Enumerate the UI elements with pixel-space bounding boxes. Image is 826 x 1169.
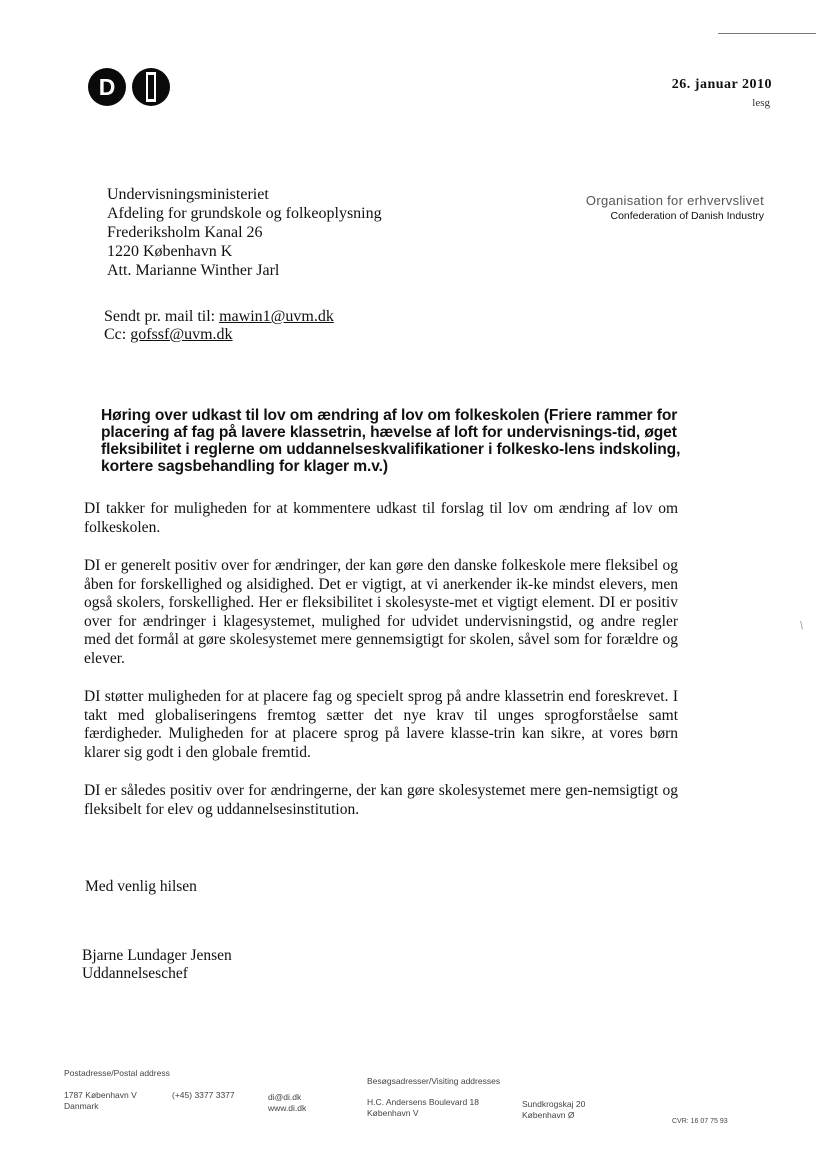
- footer-web-link[interactable]: www.di.dk: [268, 1103, 307, 1113]
- letter-body: [84, 500, 678, 839]
- recipient-line: Undervisningsministeriet: [107, 186, 269, 203]
- author-initials: lesg: [752, 97, 770, 109]
- organisation-danish: Organisation for erhvervslivet: [585, 193, 764, 208]
- sent-to-email-link[interactable]: mawin1@uvm.dk: [219, 308, 334, 325]
- footer-contact: [268, 1092, 306, 1114]
- footer-visit-address-1: [367, 1097, 479, 1119]
- signer-title: Uddannelseschef: [82, 965, 188, 982]
- letter-date: 26. januar 2010: [671, 77, 772, 92]
- footer-phone: (+45) 3377 3377: [172, 1090, 235, 1100]
- organisation-english: Confederation of Danish Industry: [610, 210, 764, 222]
- footer-postal-label: Postadresse/Postal address: [64, 1068, 170, 1078]
- signature-block: [82, 947, 232, 983]
- footer-visiting-label: Besøgsadresser/Visiting addresses: [367, 1076, 501, 1086]
- cc-line: [104, 326, 334, 344]
- footer-visit-line: H.C. Andersens Boulevard 18: [367, 1097, 479, 1107]
- recipient-line: Att. Marianne Winther Jarl: [107, 262, 280, 279]
- scan-mark: /: [796, 618, 807, 632]
- footer-visit-line: Sundkrogskaj 20: [522, 1099, 586, 1109]
- footer-cvr: CVR: 16 07 75 93: [672, 1118, 728, 1125]
- body-paragraph: DI takker for muligheden for at kommentere udkast til forslag til lov om ændring af lov om folkeskolen.: [84, 500, 678, 536]
- cc-email-link[interactable]: gofssf@uvm.dk: [130, 326, 233, 343]
- footer-postal-line: Danmark: [64, 1101, 99, 1111]
- di-logo: [87, 66, 177, 108]
- footer-visit-line: København Ø: [522, 1110, 575, 1120]
- logo-letter: D: [98, 74, 116, 100]
- sent-info: [104, 308, 334, 344]
- sent-to-line: [104, 308, 334, 326]
- scan-edge-line: [718, 33, 816, 34]
- letter-subject: Høring over udkast til lov om ændring af lov om folkeskolen (Friere rammer for placering af fag på lavere klassetrin, hævelse af loft for undervisnings-tid, øget fleksibilitet i reglerne om uddannelseskvalifikationer i folkesko-lens indskoling, kortere sagsbehandling for klager m.v.): [101, 407, 681, 475]
- signer-name: Bjarne Lundager Jensen: [82, 947, 232, 964]
- recipient-line: Afdeling for grundskole og folkeoplysning: [107, 205, 382, 222]
- body-paragraph: DI er generelt positiv over for ændringer, der kan gøre den danske folkeskole mere fleksibel og åben for forskellighed og alsidighed. Det er vigtigt, at vi anerkender ik-ke mindst elevers, men også skolers, forskellighed. Her er fleksibilitet i skolesyste-met et vigtigt element. DI er positiv over for ændringer i klagesystemet, mulighed for udvidet undervisningstid, og andre regler med det formål at gøre skolesystemet mere gennemsigtigt for skolen, såvel som for forældre og elever.: [84, 557, 678, 667]
- cc-label: Cc:: [104, 326, 127, 343]
- organisation-tagline: [520, 193, 764, 222]
- sent-to-label: Sendt pr. mail til:: [104, 308, 216, 325]
- body-paragraph: DI er således positiv over for ændringerne, der kan gøre skolesystemet mere gen-nemsigtigt og fleksibelt for elev og uddannelsesinstitution.: [84, 782, 678, 818]
- recipient-line: Frederiksholm Kanal 26: [107, 224, 263, 241]
- recipient-address: [107, 185, 382, 280]
- footer-visit-address-2: [522, 1099, 585, 1121]
- footer-postal-address: [64, 1090, 137, 1112]
- recipient-line: 1220 København K: [107, 243, 233, 260]
- closing-greeting: Med venlig hilsen: [85, 878, 197, 895]
- footer-visit-line: København V: [367, 1108, 419, 1118]
- footer-email-link[interactable]: di@di.dk: [268, 1092, 302, 1102]
- footer-postal-line: 1787 København V: [64, 1090, 137, 1100]
- body-paragraph: DI støtter muligheden for at placere fag og specielt sprog på andre klassetrin end foreskrevet. I takt med globaliseringens fremtog sætter det nye krav til unges sprogforståelse samt færdigheder. Muligheden for at placere sprog på lavere klasse-trin kan sikre, at vores børn klarer sig godt i den globale fremtid.: [84, 688, 678, 761]
